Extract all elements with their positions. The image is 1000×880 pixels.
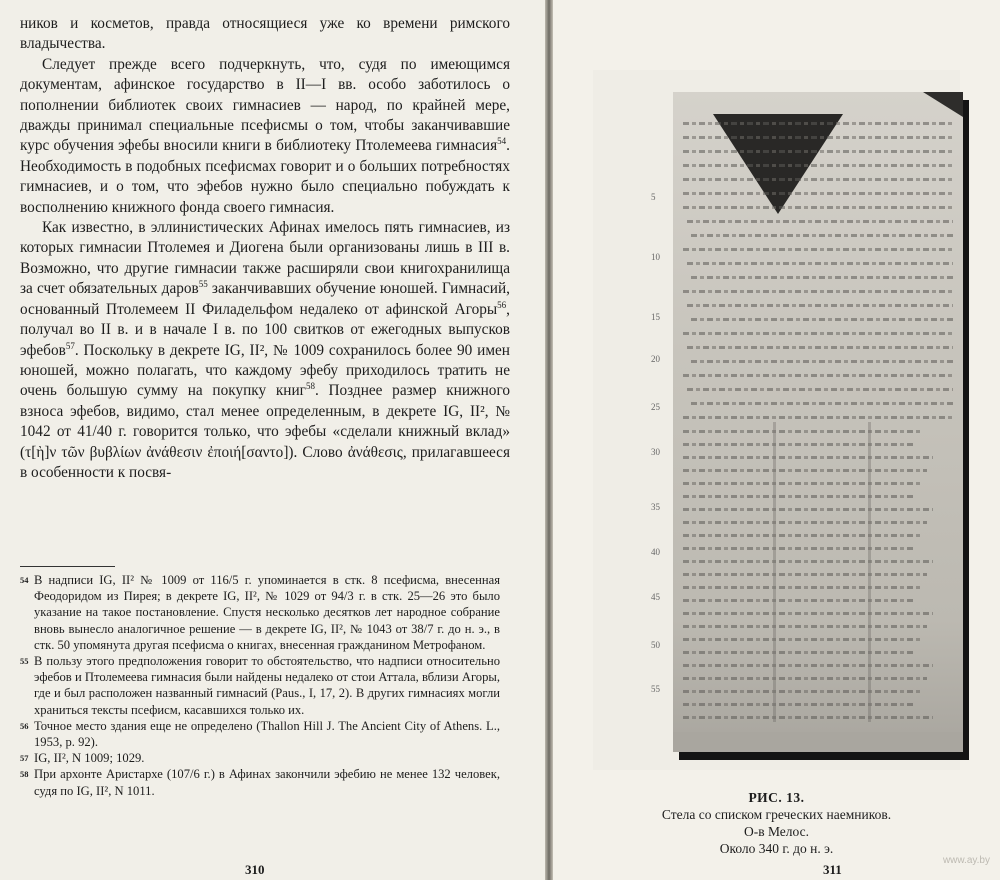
stele-inscription-line [683, 534, 921, 537]
stele-inscription-line [683, 290, 953, 293]
stele-inscription-line [683, 374, 953, 377]
stele-inscription-line [683, 332, 953, 335]
footnote-ref-55[interactable]: 55 [198, 279, 208, 290]
line-number: 20 [651, 354, 660, 364]
stele-inscription-line [683, 651, 915, 654]
stele-inscription-line [683, 136, 953, 139]
footnote-56: 56 Точное место здания еще не определено (Thallon Hill J. The Ancient City of Athens. L., 1953, p. 92). [20, 718, 500, 750]
stele-inscription-line [687, 346, 953, 349]
stele-inscription-line [683, 547, 915, 550]
figure-plate [593, 70, 960, 770]
line-number: 15 [651, 312, 660, 322]
page-number-left: 310 [245, 862, 265, 877]
stele-inscription-line [687, 262, 953, 265]
line-number: 55 [651, 684, 660, 694]
stele-inscription-line [683, 469, 927, 472]
footnote-58: 58 При архонте Аристархе (107/6 г.) в Афинах закончили эфебию не менее 132 человек, судя по IG, II², N 1011. [20, 767, 500, 798]
stele-inscription-line [683, 164, 953, 167]
stele-inscription-line [683, 248, 953, 251]
stele-inscription-line [683, 206, 953, 209]
footnote-ref-54[interactable]: 54 [497, 136, 507, 147]
figure-caption [553, 790, 1000, 857]
watermark: www.ay.by [942, 855, 990, 866]
stele-inscription-line [683, 703, 915, 706]
stele-inscription-line [683, 495, 915, 498]
stele-inscription-line [691, 234, 953, 237]
line-number: 40 [651, 547, 660, 557]
caption-line: Стела со списком греческих наемников. [661, 807, 892, 822]
stele-inscription-line [683, 521, 927, 524]
stele-inscription-line [691, 402, 953, 405]
caption-line: О-в Мелос. [743, 824, 809, 839]
stele-inscription-line [683, 716, 933, 719]
stele-photo [651, 92, 973, 762]
footnote-55: 55 В пользу этого предположения говорит то обстоятельство, что надписи относительно эфебов и Птолемеева гимнасия были найдены недалеко от стои Аттала, вблизи Агоры, где и был расположен названный гимнасий (Paus., I, 17, 2). В других гимнасиях могли храниться тексты псефисм, касавшихся только их. [20, 654, 500, 717]
stele-inscription-line [683, 638, 921, 641]
stele-inscription-line [683, 560, 933, 563]
line-number: 25 [651, 402, 660, 412]
stele-inscription-line [687, 388, 953, 391]
stele-image [673, 92, 963, 752]
main-text [20, 14, 510, 483]
stele-inscription-line [683, 625, 927, 628]
stele-inscription-line [691, 360, 953, 363]
stele-inscription-line [683, 612, 933, 615]
paragraph-2: Следует прежде всего подчеркнуть, что, судя по имеющимся документам, афинское государство в II—I вв. особо заботилось о пополнении библиотек своих гимнасиев — народ, по крайней мере, дважды принимал специальные псефисмы о том, чтобы заканчивавшие курс обучения эфебы вносили книги в библиотеку Птолемеева гимнасия$^{54}$. Необходимость в подобных псефисмах говорит и о больших потребностях гимнасиев, и о том, что эфебов нужно было специально побуждать к восполнению книжного фонда своего гимнасия. [20, 55, 510, 216]
stele-inscription-line [691, 318, 953, 321]
stele-inscription-line [683, 456, 933, 459]
book-gutter [545, 0, 553, 880]
stele-inscription-line [683, 599, 915, 602]
line-number: 50 [651, 640, 660, 650]
stele-inscription-line [687, 220, 953, 223]
caption-line: Около 340 г. до н. э. [719, 841, 834, 856]
paragraph-3: Как известно, в эллинистических Афинах имелось пять гимнасиев, из которых гимнасии Птолемея и Диогена были организованы лишь в III в. Возможно, что другие гимнасии также расширяли свои книгохранилища за счет обязательных даров$^{55}$ заканчивавших обучение юношей. Гимнасий, основанный Птолемеем II Филадельфом недалеко от афинской Агоры$^{56}$, получал во II в. и в начале I в. по 100 свитков от ежегодных выпусков эфебов$^{57}$. Поскольку в декрете IG, II², № 1009 сохранилось более 90 имен юношей, можно полагать, что каждому эфебу приходилось тратить не очень большую сумму на покупку книг$^{58}$. Позднее размер книжного взноса эфебов, видимо, стал менее определенным, в декрете IG, II², № 1042 от 41/40 г. говорится только, что эфебы «сделали книжный вклад» (τ[ὴ]ν τῶν βυβλίων ἀνάθεσιν ἐποιή[σαντο]). Слово ἀνάθεσις, прилагавшееся в особенности к посвя- [20, 219, 510, 481]
stele-inscription-line [683, 416, 953, 419]
stele-inscription-line [683, 150, 953, 153]
stele-inscription-line [683, 192, 953, 195]
stele-base [673, 732, 963, 752]
line-number: 5 [651, 192, 656, 202]
stele-inscription-line [683, 586, 921, 589]
line-number: 10 [651, 252, 660, 262]
footnote-54: 54 В надписи IG, II² № 1009 от 116/5 г. упоминается в стк. 8 псефисма, внесенная Феодоридом из Пирея; в декрете IG, II², № 1029 от 94/3 г. в стк. 25—26 это было указание на такое постановление. Спустя несколько десятков лет народное собрание вновь вынесло аналогичное решение — в декрете IG, II², № 1043 от 38/7 г. до н. э., в стк. 50 упомянута другая псефисма о книгах, внесенная гражданином Метрофаном. [20, 573, 500, 652]
stele-inscription-line [683, 482, 921, 485]
footnote-divider [20, 566, 115, 567]
footnotes [20, 572, 500, 799]
stele-inscription-line [683, 677, 927, 680]
stele-inscription-line [683, 443, 915, 446]
stele-damage [923, 92, 963, 117]
page-number-right: 311 [823, 862, 842, 877]
stele-inscription-line [683, 690, 921, 693]
footnote-ref-56[interactable]: 56 [497, 299, 507, 310]
caption-title: РИС. 13. [748, 790, 805, 805]
stele-inscription-line [683, 664, 933, 667]
right-page [553, 0, 1000, 880]
stele-inscription-line [683, 573, 927, 576]
stele-inscription-line [683, 430, 921, 433]
stele-inscription-line [683, 122, 953, 125]
footnote-ref-57[interactable]: 57 [65, 340, 75, 351]
stele-inscription-line [687, 304, 953, 307]
stele-inscription-line [683, 508, 933, 511]
stele-inscription-line [691, 276, 953, 279]
footnote-ref-58[interactable]: 58 [305, 381, 315, 392]
stele-inscription-line [683, 178, 953, 181]
line-number: 30 [651, 447, 660, 457]
footnote-57: 57 IG, II², N 1009; 1029. [20, 751, 145, 766]
line-number: 45 [651, 592, 660, 602]
paragraph-1: ников и косметов, правда относящиеся уже ко времени римского владычества. [20, 15, 510, 53]
line-number: 35 [651, 502, 660, 512]
